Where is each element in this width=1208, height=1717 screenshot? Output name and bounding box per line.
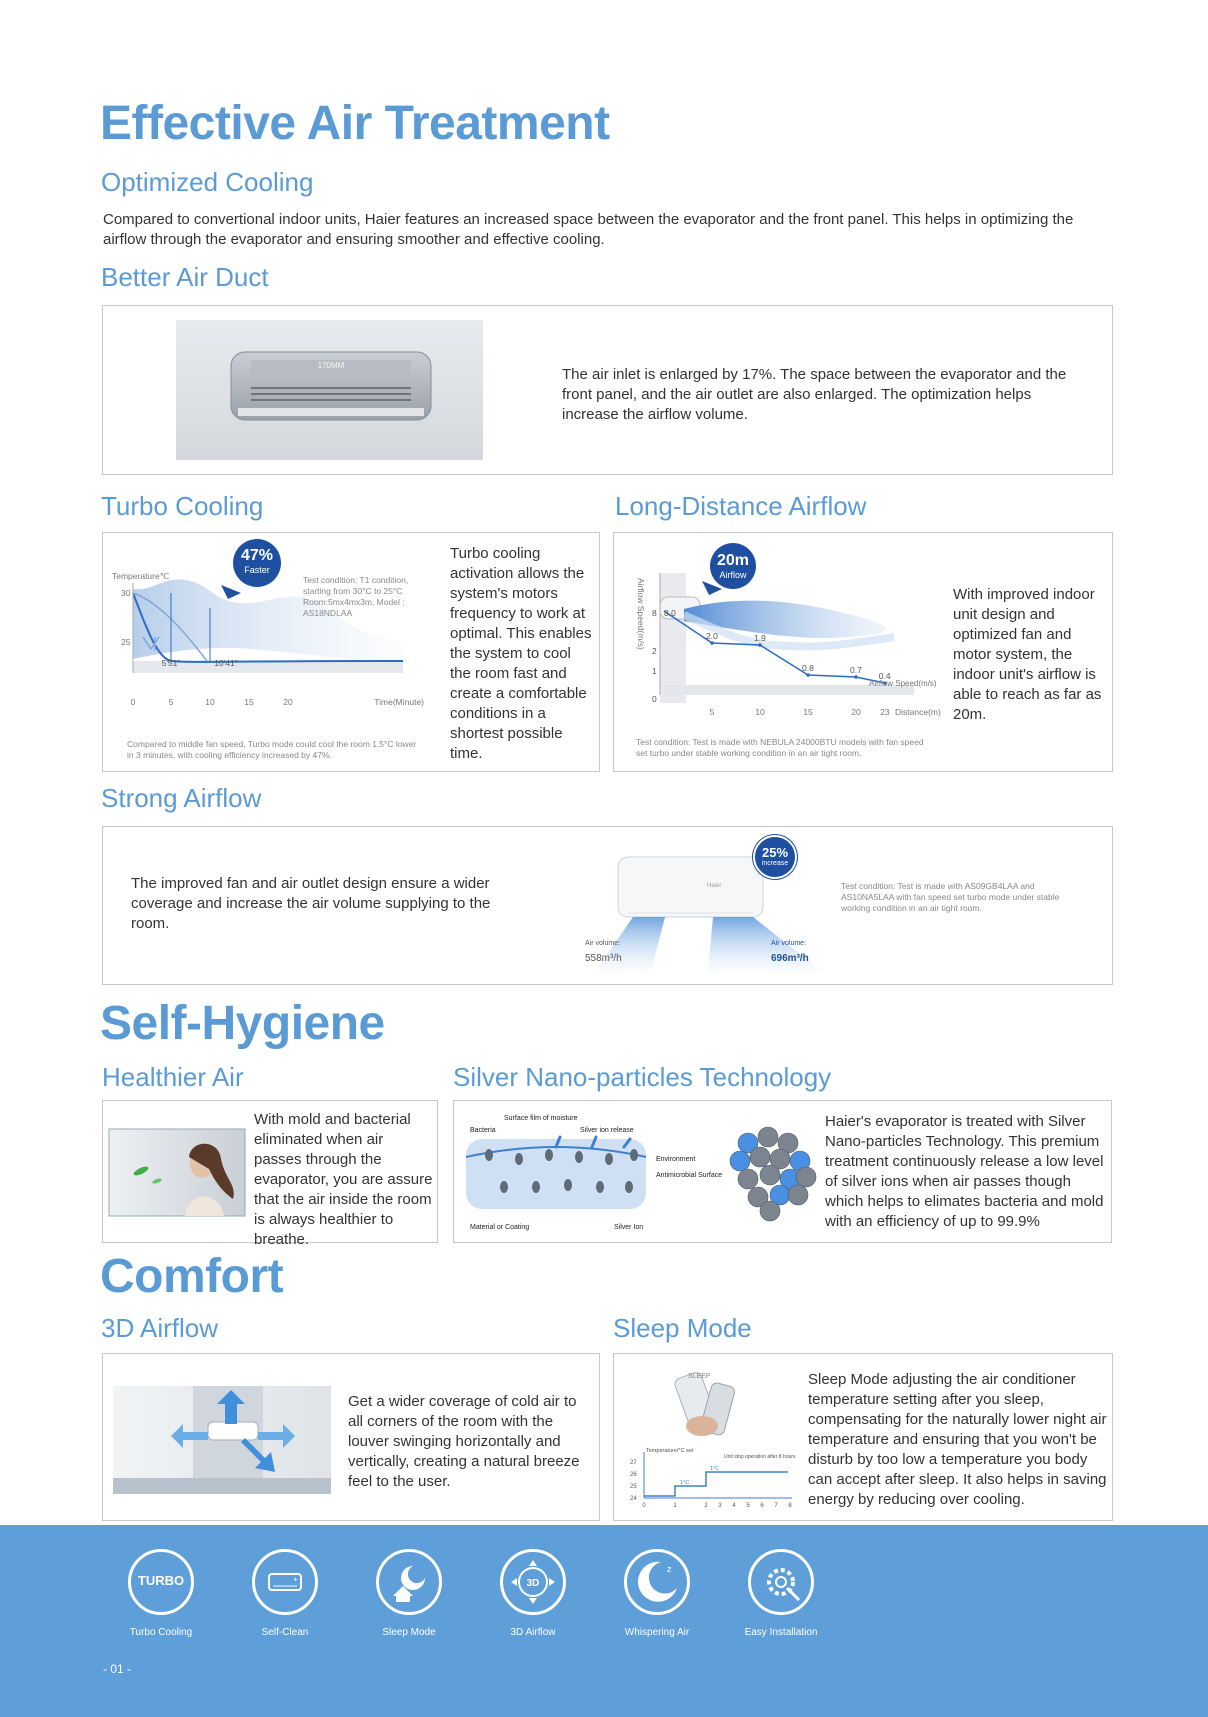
nano-particle-cluster-image xyxy=(726,1121,816,1221)
nano-particle xyxy=(758,1127,778,1147)
sleep-mode-text: Sleep Mode adjusting the air conditioner temperature setting after you sleep, compensating for the naturally lower night air temperature and ensuring that you won't be disturb by too low a temperature you body can accept after sleep. It also helps in saving energy by reducing over cooling. xyxy=(808,1371,1107,1508)
turbo-cooling-panel xyxy=(102,532,600,772)
sleep-x-tick: 1 xyxy=(673,1503,677,1509)
long-distance-badge xyxy=(710,543,756,589)
feature-label: Self-Clean xyxy=(261,1627,309,1638)
long-distance-y-tick: 2 xyxy=(652,646,657,656)
sleep-x-tick: 0 xyxy=(642,1503,646,1509)
turbo-x-tick: 5 xyxy=(168,697,174,707)
long-distance-test-condition: Test condition: Test is made with NEBULA 24000BTU models with fan speed set turbo under stable working condition in an air tight room. xyxy=(636,737,924,758)
long-distance-point xyxy=(806,673,810,677)
turbo-y-tick: 25 xyxy=(121,637,131,647)
long-distance-point-label: 2.0 xyxy=(706,631,718,641)
long-distance-first-value: 8.0 xyxy=(664,608,676,618)
long-distance-x-tick: 23 xyxy=(880,707,890,717)
air-conditioner-unit-image xyxy=(176,320,483,460)
turbo-x-tick: 20 xyxy=(283,697,293,707)
long-distance-badge-value: 20m xyxy=(716,552,750,569)
sleep-note: Unit stop operation after 8 hours xyxy=(724,1454,796,1460)
label-silver-ion: Silver Ion xyxy=(614,1224,644,1231)
sleep-x-tick: 6 xyxy=(760,1503,764,1509)
long-distance-x-tick: 5 xyxy=(709,707,715,717)
turbo-badge-value: 47% xyxy=(240,547,274,564)
label-moisture: Surface film of moisture xyxy=(504,1115,578,1122)
3d-airflow-image xyxy=(113,1386,331,1494)
sleep-x-tick: 7 xyxy=(774,1503,778,1509)
feature-label: Sleep Mode xyxy=(382,1627,436,1638)
sleep-step-1: 1°C xyxy=(680,1480,690,1486)
ac-brand-label: Haier xyxy=(707,883,722,889)
sleep-x-tick: 8 xyxy=(788,1503,792,1509)
sleep-mode-icon xyxy=(376,1549,442,1615)
better-air-duct-title: Better Air Duct xyxy=(101,262,269,292)
long-distance-badge-label: Airflow xyxy=(719,570,747,580)
sleep-x-tick: 3 xyxy=(718,1503,722,1509)
label-silver-release: Silver ion release xyxy=(580,1127,634,1134)
label-antimicrobial: Antimicrobial Surface xyxy=(656,1172,723,1179)
long-distance-title: Long-Distance Airflow xyxy=(615,491,867,521)
long-distance-point xyxy=(758,643,762,647)
sleep-y-tick: 26 xyxy=(630,1472,637,1478)
feature-label: 3D Airflow xyxy=(510,1627,556,1638)
strong-airflow-badge-label: increase xyxy=(761,860,789,867)
nano-particle xyxy=(738,1169,758,1189)
turbo-faster-badge xyxy=(233,539,281,587)
long-distance-x-tick: 15 xyxy=(803,707,813,717)
unit-dimension-label: 170MM xyxy=(317,361,345,370)
sleep-y-axis-label: Temperature/°C set xyxy=(646,1448,694,1454)
long-distance-point-label: 0.7 xyxy=(850,665,862,675)
silver-ion-diagram xyxy=(464,1107,723,1237)
air-volume-label-left: Air volume: xyxy=(585,940,621,947)
healthier-air-text: With mold and bacterial eliminated when air passes through the evaporator, you are assure that the air inside the room is always healthier to breathe. xyxy=(254,1111,433,1248)
long-distance-chart xyxy=(614,533,941,771)
nano-particle xyxy=(796,1167,816,1187)
better-air-duct-panel xyxy=(102,305,1113,475)
3d-airflow-icon xyxy=(500,1549,566,1615)
3d-airflow-text: Get a wider coverage of cold air to all corners of the room with the louver swinging horizontally and vertically, creating a natural breeze feel to the user. xyxy=(348,1393,580,1490)
feature-label: Easy Installation xyxy=(744,1627,818,1638)
turbo-y-tick: 30 xyxy=(121,588,131,598)
long-distance-x-axis-label: Distance(m) xyxy=(895,707,941,717)
long-distance-point xyxy=(854,675,858,679)
section-title-self-hygiene: Self-Hygiene xyxy=(100,997,385,1050)
nano-particle xyxy=(750,1147,770,1167)
turbo-y-axis-label: Temperature℃ xyxy=(112,571,170,581)
sleep-y-tick: 24 xyxy=(630,1496,637,1502)
self-clean-icon xyxy=(252,1549,318,1615)
turbo-icon xyxy=(128,1549,194,1615)
silver-nano-panel xyxy=(453,1100,1112,1243)
whispering-air-icon xyxy=(624,1549,690,1615)
turbo-icon-glyph: TURBO xyxy=(137,1573,185,1588)
long-distance-y-tick: 8 xyxy=(652,608,657,618)
turbo-x-tick: 0 xyxy=(130,697,136,707)
woman-breathing-image xyxy=(109,1129,245,1216)
optimized-cooling-title: Optimized Cooling xyxy=(101,167,314,197)
turbo-badge-label: Faster xyxy=(244,565,270,575)
sleep-y-tick: 25 xyxy=(630,1484,637,1490)
sleep-step-2: 1°C xyxy=(710,1466,720,1472)
turbo-cooling-text: Turbo cooling activation allows the system's motors frequency to work at optimal. This enables the system to cool the room fast and create a comfortable conditions in a shortest possible time. xyxy=(450,545,592,762)
nano-particle xyxy=(730,1151,750,1171)
better-air-duct-text: The air inlet is enlarged by 17%. The space between the evaporator and the front panel, and the air outlet are also enlarged. The optimization helps increase the airflow volume. xyxy=(562,366,1067,423)
feature-icons-footer xyxy=(0,1525,1208,1717)
long-distance-speed-label: Airflow Speed(m/s) xyxy=(869,679,937,688)
strong-airflow-text: The improved fan and air outlet design ensure a wider coverage and increase the air volume supplying to the room. xyxy=(131,875,491,932)
air-volume-right: 696m³/h xyxy=(771,953,809,964)
strong-airflow-badge-value: 25% xyxy=(761,845,789,860)
page-number: - 01 - xyxy=(103,1662,132,1676)
sleep-y-tick: 27 xyxy=(630,1460,637,1466)
long-distance-y-tick: 1 xyxy=(652,666,657,676)
turbo-cooling-title: Turbo Cooling xyxy=(101,491,264,521)
nano-particle xyxy=(760,1165,780,1185)
sleep-mode-panel xyxy=(613,1353,1113,1521)
silver-nano-title: Silver Nano-particles Technology xyxy=(453,1062,832,1092)
easy-installation-icon xyxy=(748,1549,814,1615)
healthier-air-title: Healthier Air xyxy=(102,1062,244,1092)
strong-airflow-title: Strong Airflow xyxy=(101,783,262,813)
healthier-air-panel xyxy=(102,1100,438,1248)
turbo-mark-2: 10'41" xyxy=(214,658,238,668)
turbo-test-condition: Test condition: T1 condition, starting from 30°C to 25°C Room:5mx4mx3m, Model : AS18NDLAA xyxy=(303,575,409,618)
sleep-mode-title: Sleep Mode xyxy=(613,1313,752,1343)
long-distance-x-tick: 20 xyxy=(851,707,861,717)
3d-airflow-title: 3D Airflow xyxy=(101,1313,219,1343)
long-distance-panel xyxy=(613,532,1113,772)
strong-airflow-badge xyxy=(753,835,797,879)
long-distance-y-tick: 0 xyxy=(652,694,657,704)
optimized-cooling-text: Compared to convertional indoor units, Haier features an increased space between the evaporator and the front panel. This helps in optimizing the airflow through the evaporator and ensuring smoother and effective cooling. xyxy=(103,211,1074,248)
3d-icon-glyph: 3D xyxy=(526,1578,540,1589)
sleep-x-tick: 4 xyxy=(732,1503,736,1509)
section-title-air-treatment: Effective Air Treatment xyxy=(100,97,610,150)
remote-sleep-label: SLEEP xyxy=(688,1373,711,1380)
long-distance-point-label: 0.8 xyxy=(802,663,814,673)
sleep-x-tick: 2 xyxy=(704,1503,708,1509)
nano-particle xyxy=(760,1201,780,1221)
turbo-x-axis-label: Time(Minute) xyxy=(374,697,424,707)
sleep-mode-illustration xyxy=(620,1360,800,1516)
turbo-x-tick: 10 xyxy=(205,697,215,707)
3d-airflow-panel xyxy=(102,1353,600,1521)
feature-label: Whispering Air xyxy=(624,1627,690,1638)
feature-label: Turbo Cooling xyxy=(129,1627,193,1638)
strong-airflow-panel xyxy=(102,826,1113,985)
svg-text:+: + xyxy=(293,1575,298,1584)
air-volume-label-right: Air volume: xyxy=(771,940,807,947)
section-title-comfort: Comfort xyxy=(100,1250,284,1303)
long-distance-point xyxy=(710,641,714,645)
label-material: Material or Coating xyxy=(470,1224,530,1231)
long-distance-point-label: 1.9 xyxy=(754,633,766,643)
nano-particle xyxy=(788,1185,808,1205)
turbo-mark-1: 5'51" xyxy=(161,658,181,668)
turbo-x-tick: 15 xyxy=(244,697,254,707)
long-distance-text: With improved indoor unit design and optimized fan and motor system, the indoor unit's airflow is able to reach as far as 20m. xyxy=(953,586,1102,723)
strong-airflow-test-condition: Test condition: Test is made with AS09GB4LAA and AS10NA5LAA with fan speed set turbo mode under stable working condition in an air tight room. xyxy=(841,881,1060,913)
silver-nano-text: Haier's evaporator is treated with Silver Nano-particles Technology. This premium treatment continuously release a low level of silver ions when air passes though which helps to elimates bacteria and mold with an efficiency of up to 99.9% xyxy=(825,1113,1104,1230)
long-distance-y-axis-label: Airflow Speed(m/s) xyxy=(636,578,646,650)
turbo-footnote: Compared to middle fan speed, Turbo mode could cool the room 1.5°C lower in 3 minutes, with cooling efficiency increased by 47%. xyxy=(127,739,417,760)
svg-text:z: z xyxy=(667,1564,672,1574)
air-volume-left: 558m³/h xyxy=(585,953,622,964)
long-distance-x-tick: 10 xyxy=(755,707,765,717)
sleep-x-tick: 5 xyxy=(746,1503,750,1509)
label-bacteria: Bacteria xyxy=(470,1127,496,1134)
label-environment: Environment xyxy=(656,1156,696,1163)
long-distance-point-label: 0.4 xyxy=(878,671,891,681)
